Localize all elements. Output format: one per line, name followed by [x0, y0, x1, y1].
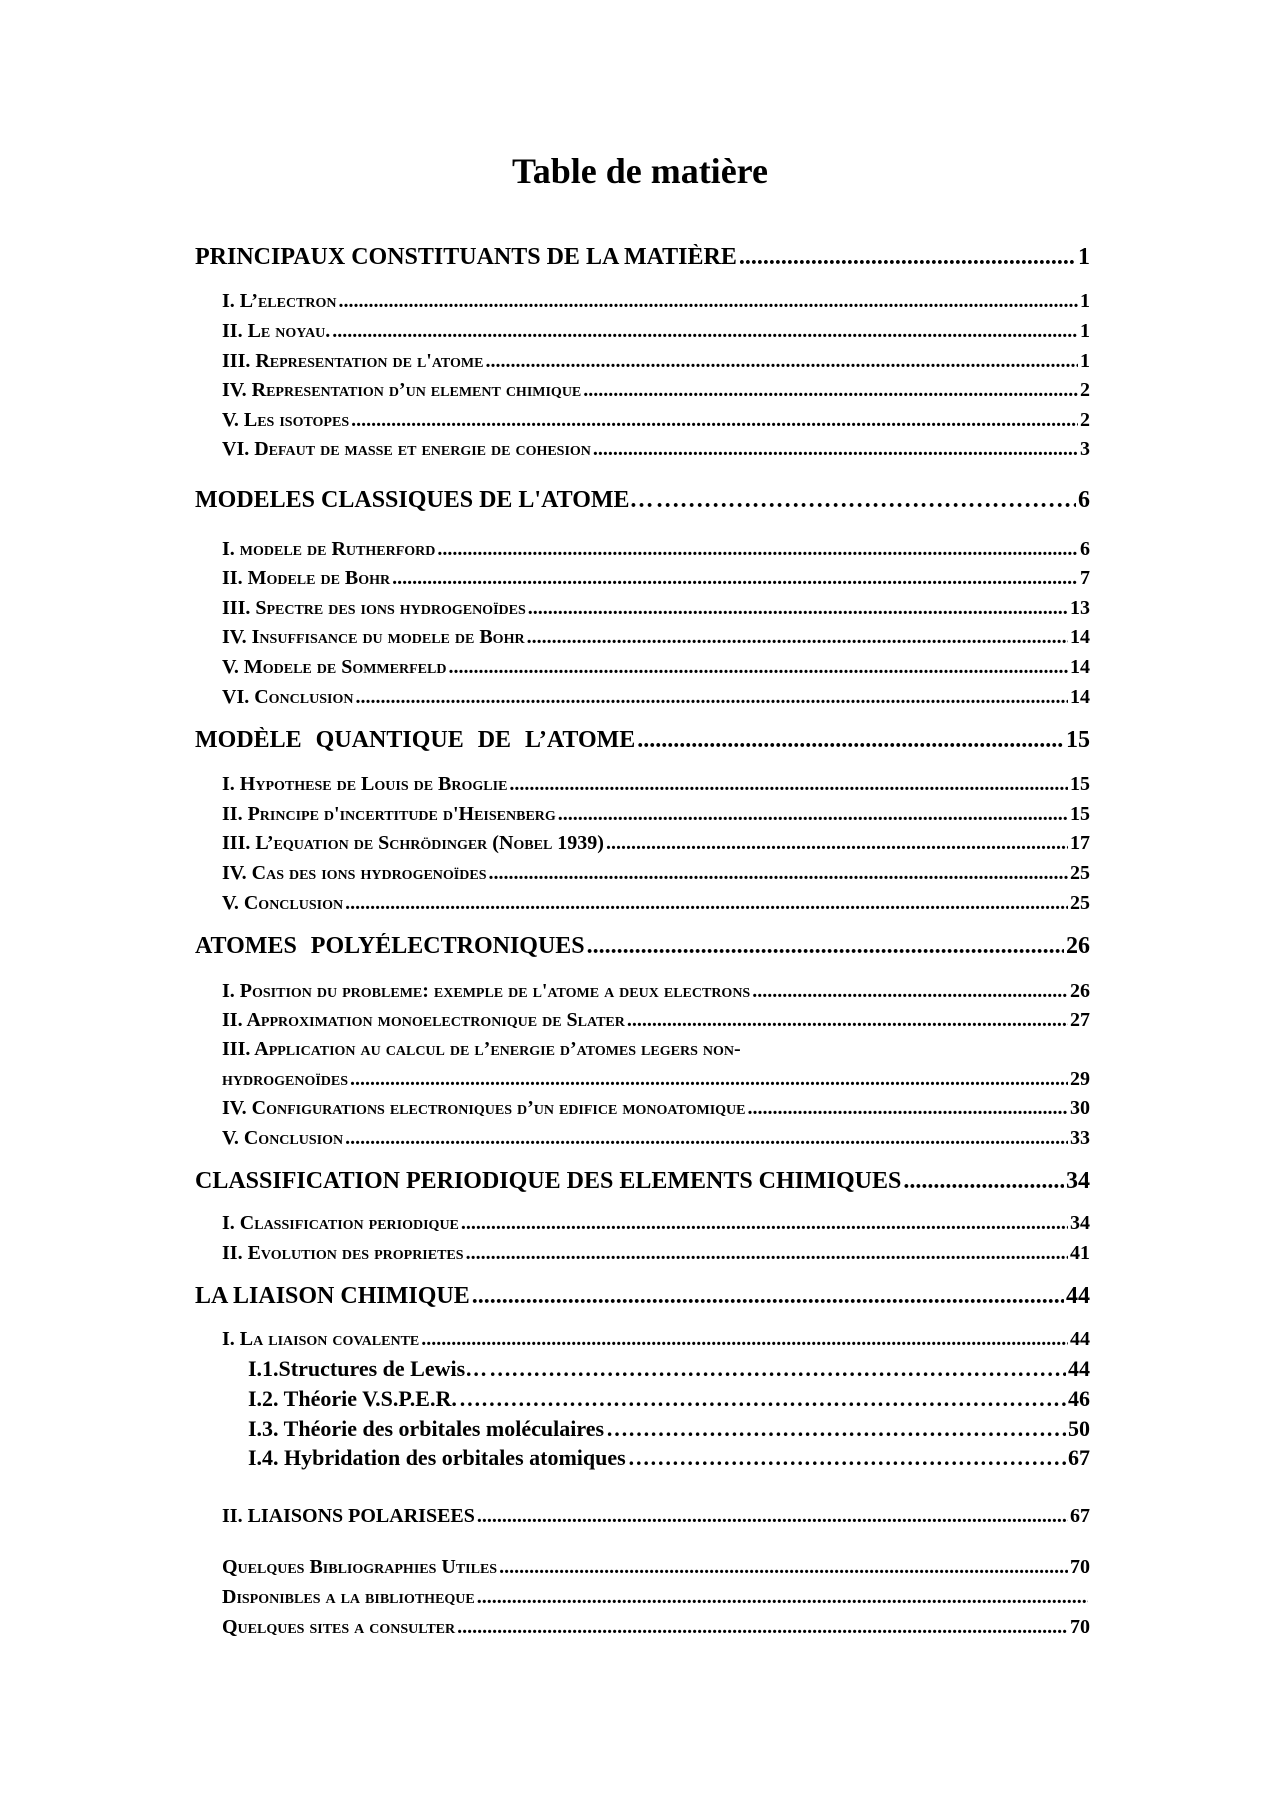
toc-entry-text: Disponibles a la bibliotheque: [222, 1586, 475, 1608]
toc-leader-dots: [628, 1445, 1066, 1471]
toc-page-number: 2: [1080, 409, 1090, 431]
toc-subsection[interactable]: [248, 1416, 1090, 1442]
toc-leader-dots: [488, 862, 1068, 885]
toc-leader-dots: [606, 1416, 1066, 1442]
toc-leader-dots: [593, 438, 1078, 461]
toc-page-number: 2: [1080, 379, 1090, 401]
toc-page-number: 14: [1070, 626, 1090, 648]
toc-section[interactable]: [222, 1068, 1090, 1091]
toc-section[interactable]: [222, 803, 1090, 826]
toc-entry-text: I. Hypothese de Louis de Broglie: [222, 773, 508, 795]
toc-page-number: 41: [1070, 1242, 1090, 1264]
toc-entry-text: II. Le noyau.: [222, 320, 331, 342]
toc-entry-text: IV. Representation d’un element chimique: [222, 379, 582, 401]
toc-entry-text: V. Conclusion: [222, 1127, 344, 1149]
toc-subsection[interactable]: [248, 1386, 1090, 1412]
toc-leader-dots: [472, 1283, 1064, 1310]
toc-section[interactable]: [222, 892, 1090, 915]
toc-section[interactable]: [222, 538, 1090, 561]
toc-chapter[interactable]: [195, 933, 1090, 960]
toc-leader-dots: [351, 409, 1078, 432]
toc-page-number: 46: [1068, 1386, 1090, 1411]
toc-entry-text: I. L’electron: [222, 290, 337, 312]
toc-entry-text: I. Classification periodique: [222, 1212, 459, 1234]
toc-page-number: 1: [1080, 350, 1090, 372]
toc-leader-dots: [448, 656, 1068, 679]
toc-section[interactable]: [222, 1242, 1090, 1265]
toc-entry-text: I.1.Structures de Lewis…: [248, 1356, 488, 1381]
toc-section[interactable]: [222, 597, 1090, 620]
toc-page-number: 34: [1070, 1212, 1090, 1234]
toc-page-number: 27: [1070, 1009, 1090, 1031]
toc-page-number: 14: [1070, 686, 1090, 708]
toc-leader-dots: [627, 1009, 1068, 1032]
toc-leader-dots: [499, 1556, 1068, 1579]
toc-entry-text: MODÈLE QUANTIQUE DE L’ATOME: [195, 727, 636, 753]
toc-section[interactable]: [222, 626, 1090, 649]
toc-leader-dots: [477, 1505, 1068, 1528]
toc-leader-dots: [587, 933, 1064, 960]
toc-section[interactable]: [222, 1212, 1090, 1235]
toc-page-number: 26: [1066, 933, 1090, 959]
toc-page-number: 15: [1066, 727, 1090, 753]
toc-section[interactable]: [222, 862, 1090, 885]
toc-leader-dots: [558, 803, 1068, 826]
toc-entry-text: II. Evolution des proprietes: [222, 1242, 464, 1264]
toc-section[interactable]: [222, 656, 1090, 679]
toc-leader-dots: [606, 832, 1068, 855]
toc-entry-text: IV. Configurations electroniques d’un edifice monoatomique: [222, 1097, 746, 1119]
toc-page-number: 1: [1078, 244, 1090, 270]
toc-section[interactable]: [222, 290, 1090, 313]
toc-leader-dots: [656, 487, 1076, 514]
toc-entry-text: MODELES CLASSIQUES DE L'ATOME…: [195, 487, 654, 513]
toc-entry-text: I.4. Hybridation des orbitales atomiques: [248, 1445, 626, 1470]
toc-entry-text: I. modele de Rutherford: [222, 538, 436, 560]
toc-page-number: 33: [1070, 1127, 1090, 1149]
toc-leader-dots: [739, 244, 1076, 271]
toc-page-number: 7: [1080, 567, 1090, 589]
toc-section[interactable]: [222, 350, 1090, 373]
toc-page-number: 70: [1070, 1556, 1090, 1578]
toc-entry-text: CLASSIFICATION PERIODIQUE DES ELEMENTS CHIMIQUES: [195, 1168, 902, 1194]
toc-entry-text: III. Representation de l'atome: [222, 350, 484, 372]
toc-page-number: 25: [1070, 892, 1090, 914]
toc-entry-text: I.2. Théorie V.S.P.E.R.: [248, 1386, 457, 1411]
toc-page-number: 6: [1078, 487, 1090, 513]
toc-entry-text: IV. Cas des ions hydrogenoïdes: [222, 862, 487, 884]
toc-entry-text: PRINCIPAUX CONSTITUANTS DE LA MATIÈRE: [195, 244, 737, 270]
toc-section[interactable]: [222, 320, 1090, 343]
toc-leader-dots: [489, 1356, 1066, 1382]
toc-section[interactable]: [222, 379, 1090, 402]
toc-section[interactable]: [222, 1097, 1090, 1120]
toc-chapter[interactable]: [195, 1168, 1090, 1195]
toc-page-number: 34: [1066, 1168, 1090, 1194]
toc-section-first-line[interactable]: [222, 1038, 1090, 1061]
toc-page-number: 67: [1070, 1505, 1090, 1527]
toc-leader-dots: [477, 1586, 1088, 1609]
toc-page-number: 15: [1070, 803, 1090, 825]
toc-leader-dots: [583, 379, 1078, 402]
toc-entry-text: LA LIAISON CHIMIQUE: [195, 1283, 470, 1309]
toc-section[interactable]: [222, 409, 1090, 432]
toc-entry-text: I. La liaison covalente: [222, 1328, 420, 1350]
toc-entry-text: ATOMES POLYÉLECTRONIQUES: [195, 933, 585, 959]
toc-page-number: 13: [1070, 597, 1090, 619]
toc-entry-text: I. Position du probleme: exemple de l'atome a deux electrons: [222, 980, 751, 1002]
toc-page-number: 17: [1070, 832, 1090, 854]
toc-leader-dots: [437, 538, 1078, 561]
toc-page-number: 14: [1070, 656, 1090, 678]
toc-leader-dots: [527, 626, 1068, 649]
toc-section[interactable]: [222, 438, 1090, 461]
toc-entry-text: V. Les isotopes: [222, 409, 350, 431]
toc-entry-text: III. L’equation de Schrödinger (Nobel 1939): [222, 832, 604, 854]
toc-section[interactable]: [222, 1586, 1090, 1609]
toc-leader-dots: [903, 1168, 1064, 1195]
toc-section[interactable]: [222, 1328, 1090, 1351]
toc-chapter[interactable]: [195, 1283, 1090, 1310]
toc-section[interactable]: [222, 1009, 1090, 1032]
toc-section[interactable]: [222, 686, 1090, 709]
toc-leader-dots: [421, 1328, 1068, 1351]
toc-page-number: 44: [1070, 1328, 1090, 1350]
toc-section[interactable]: [222, 832, 1090, 855]
toc-section[interactable]: [222, 1505, 1090, 1528]
toc-page-number: 26: [1070, 980, 1090, 1002]
toc-leader-dots: [466, 1242, 1068, 1265]
toc-section[interactable]: [222, 1616, 1090, 1639]
toc-subsection[interactable]: [248, 1356, 1090, 1382]
toc-subsection[interactable]: [248, 1445, 1090, 1471]
toc-leader-dots: [339, 290, 1078, 313]
toc-chapter[interactable]: [195, 244, 1090, 271]
toc-page-number: 30: [1070, 1097, 1090, 1119]
toc-leader-dots: [747, 1097, 1068, 1120]
toc-leader-dots: [345, 892, 1068, 915]
toc-entry-text: II. Approximation monoelectronique de Slater: [222, 1009, 625, 1031]
toc-page-number: 6: [1080, 538, 1090, 560]
toc-leader-dots: [461, 1212, 1068, 1235]
toc-entry-text: III. Spectre des ions hydrogenoïdes: [222, 597, 526, 619]
toc-section[interactable]: [222, 980, 1090, 1003]
toc-entry-text: V. Modele de Sommerfeld: [222, 656, 447, 678]
toc-leader-dots: [355, 686, 1068, 709]
toc-leader-dots: [459, 1386, 1066, 1412]
toc-page-number: 25: [1070, 862, 1090, 884]
toc-entry-text: VI. Conclusion: [222, 686, 354, 708]
toc-page-number: 70: [1070, 1616, 1090, 1638]
toc-leader-dots: [332, 320, 1078, 343]
toc-page-number: 3: [1080, 438, 1090, 460]
toc-entry-text: II. LIAISONS POLARISEES: [222, 1505, 475, 1527]
toc-entry-text: Quelques Bibliographies Utiles: [222, 1556, 498, 1578]
toc-leader-dots: [528, 597, 1068, 620]
toc-section[interactable]: [222, 1127, 1090, 1150]
toc-page-number: 29: [1070, 1068, 1090, 1090]
toc-page-number: 67: [1068, 1445, 1090, 1470]
toc-page-number: 44: [1066, 1283, 1090, 1309]
toc-page-number: 15: [1070, 773, 1090, 795]
toc-entry-text: II. Modele de Bohr: [222, 567, 391, 589]
toc-entry-text: V. Conclusion: [222, 892, 344, 914]
toc-entry-text: II. Principe d'incertitude d'Heisenberg: [222, 803, 556, 825]
toc-entry-text: Quelques sites a consulter: [222, 1616, 456, 1638]
toc-leader-dots: [457, 1616, 1068, 1639]
toc-leader-dots: [637, 727, 1064, 754]
toc-leader-dots: [392, 567, 1078, 590]
toc-leader-dots: [752, 980, 1068, 1003]
toc-entry-text: I.3. Théorie des orbitales moléculaires: [248, 1416, 605, 1441]
toc-section[interactable]: [222, 1556, 1090, 1579]
toc-page-number: 50: [1068, 1416, 1090, 1441]
toc-leader-dots: [485, 350, 1078, 373]
toc-leader-dots: [509, 773, 1068, 796]
toc-chapter[interactable]: [195, 727, 1090, 754]
page-title: Table de matière: [512, 151, 768, 191]
toc-leader-dots: [345, 1127, 1068, 1150]
toc-entry-text: hydrogenoïdes: [222, 1068, 349, 1090]
toc-page-number: 44: [1068, 1356, 1090, 1381]
toc-chapter[interactable]: [195, 487, 1090, 514]
toc-page-number: 1: [1080, 320, 1090, 342]
toc-entry-text: VI. Defaut de masse et energie de cohesion: [222, 438, 591, 460]
toc-leader-dots: [350, 1068, 1068, 1091]
toc-entry-text: IV. Insuffisance du modele de Bohr: [222, 626, 525, 648]
toc-entry-text: III. Application au calcul de l’energie d’atomes legers non-: [222, 1038, 741, 1060]
toc-page-number: 1: [1080, 290, 1090, 312]
toc-section[interactable]: [222, 773, 1090, 796]
toc-section[interactable]: [222, 567, 1090, 590]
